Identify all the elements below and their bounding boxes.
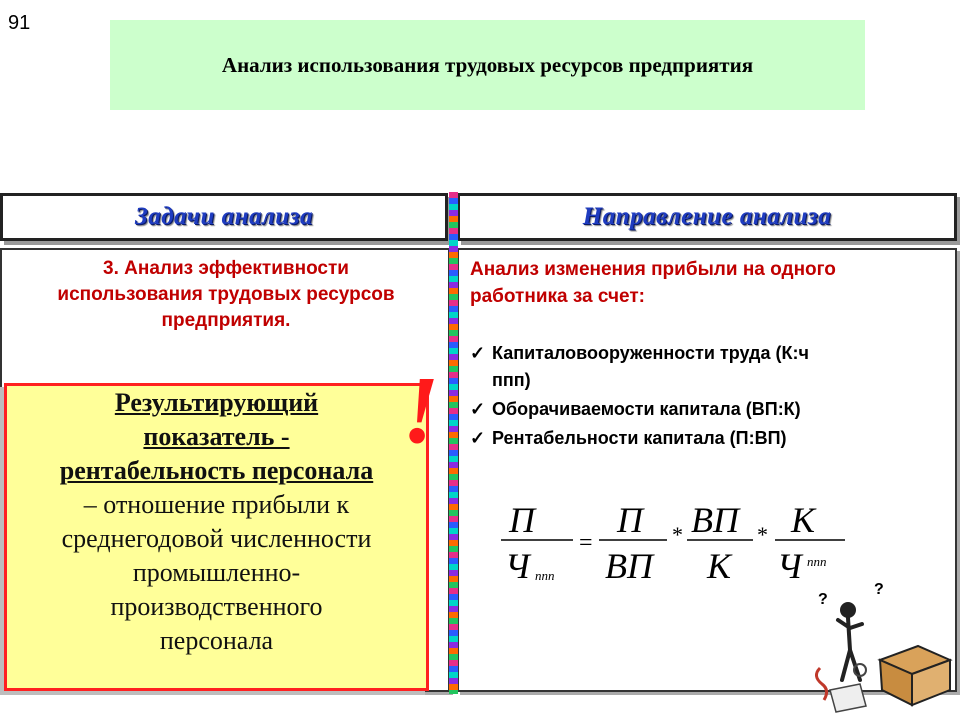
list-item-text: ппп) bbox=[492, 370, 531, 390]
page-title: Анализ использования трудовых ресурсов предприятия bbox=[221, 52, 754, 77]
formula-f4-numerator: К bbox=[791, 500, 815, 540]
list-item bbox=[470, 425, 940, 452]
list-item bbox=[470, 340, 940, 394]
formula-f1-subscript: ппп bbox=[535, 568, 555, 583]
task-line: использования трудовых ресурсов bbox=[57, 284, 395, 305]
task-line: предприятия. bbox=[161, 310, 291, 331]
header-tasks-label: Задачи анализа bbox=[135, 203, 313, 230]
checkmark-icon: ✓ bbox=[470, 428, 486, 448]
formula-f1-numerator: П bbox=[509, 500, 535, 540]
formula-equals: = bbox=[579, 530, 593, 556]
result-desc-line: производственного bbox=[110, 592, 323, 621]
checkmark-icon: ✓ bbox=[470, 343, 486, 363]
checkmark-icon: ✓ bbox=[470, 399, 486, 419]
thinking-figure-icon bbox=[800, 580, 960, 715]
formula-f4-subscript: ппп bbox=[807, 554, 827, 569]
list-item-text: Рентабельности капитала (П:ВП) bbox=[492, 428, 787, 448]
direction-intro-line: Анализ изменения прибыли на одного bbox=[470, 259, 836, 280]
question-mark-icon: ? bbox=[818, 591, 828, 608]
result-indicator-title bbox=[7, 386, 426, 488]
result-desc-line: среднегодовой численности bbox=[61, 524, 372, 553]
question-mark-icon: ? bbox=[874, 581, 884, 598]
result-desc-line: – отношение прибыли к bbox=[83, 490, 350, 519]
exclamation-icon: ! bbox=[402, 356, 440, 463]
paper-icon bbox=[830, 684, 866, 712]
result-indicator-box bbox=[4, 383, 429, 691]
list-item bbox=[470, 396, 940, 423]
direction-intro-line: работника за счет: bbox=[470, 286, 645, 307]
direction-list bbox=[470, 340, 940, 454]
task-text bbox=[8, 256, 444, 334]
result-desc-line: промышленно- bbox=[132, 558, 301, 587]
decorative-divider bbox=[449, 192, 458, 694]
formula-multiply: * bbox=[757, 522, 768, 547]
header-tasks bbox=[0, 193, 448, 241]
task-line: 3. Анализ эффективности bbox=[103, 258, 349, 279]
formula-f4-denominator: Ч bbox=[777, 546, 802, 586]
result-title-line: Результирующий bbox=[114, 388, 319, 417]
formula-f2-denominator: ВП bbox=[605, 546, 653, 586]
formula-f3-denominator: К bbox=[707, 546, 731, 586]
header-directions bbox=[457, 193, 957, 241]
result-indicator-description bbox=[7, 488, 426, 658]
title-box bbox=[110, 20, 865, 110]
figure-head bbox=[840, 602, 856, 618]
figure-scribble bbox=[816, 668, 826, 700]
result-title-line: показатель - bbox=[143, 422, 290, 451]
list-item-text: Капиталовооруженности труда (К:ч bbox=[492, 343, 809, 363]
direction-intro bbox=[470, 256, 940, 310]
list-item-text: Оборачиваемости капитала (ВП:К) bbox=[492, 399, 801, 419]
formula-f3-numerator: ВП bbox=[691, 500, 739, 540]
formula-f2-numerator: П bbox=[617, 500, 643, 540]
result-title-line: рентабельность персонала bbox=[59, 456, 374, 485]
figure-body bbox=[838, 618, 862, 680]
formula-f1-denominator: Ч bbox=[505, 546, 530, 586]
result-desc-line: персонала bbox=[159, 626, 274, 655]
formula-multiply: * bbox=[672, 522, 683, 547]
slide-number: 91 bbox=[8, 12, 31, 34]
header-directions-label: Направление анализа bbox=[582, 203, 832, 230]
